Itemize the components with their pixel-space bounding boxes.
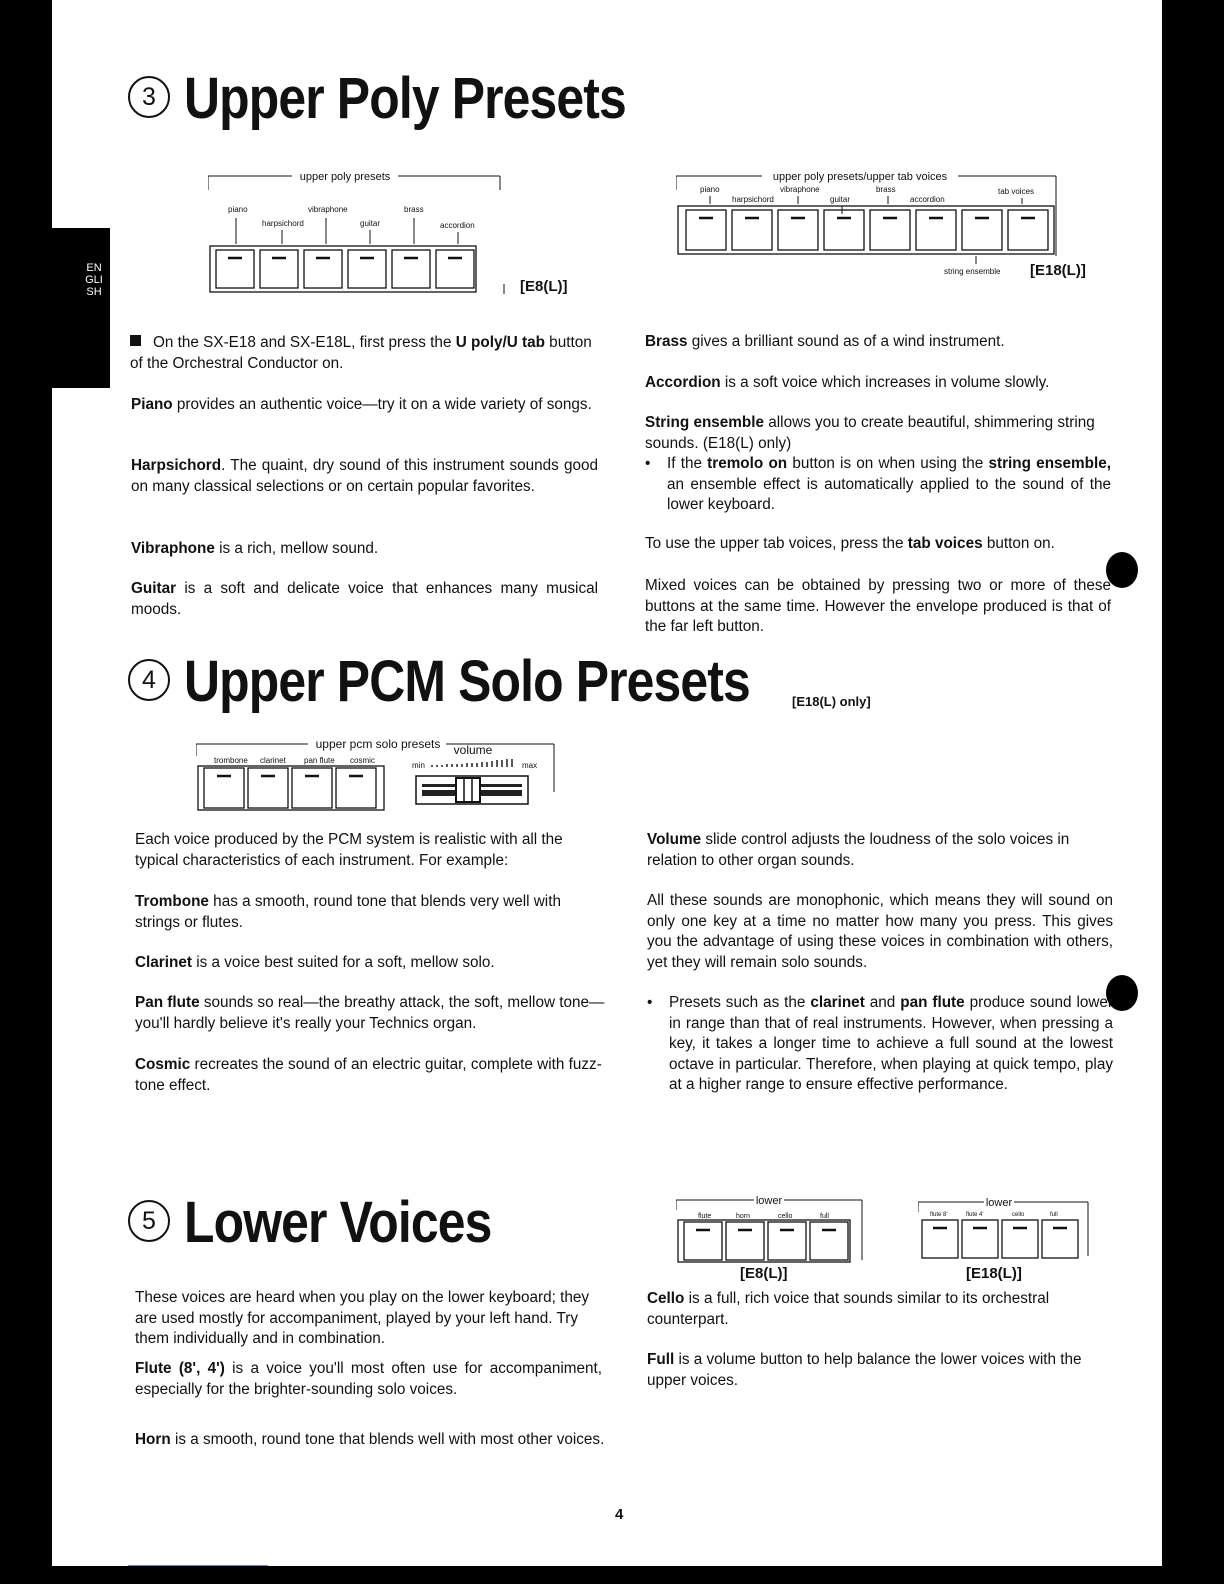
label-brass: brass xyxy=(404,205,424,214)
paragraph-lower-intro: These voices are heard when you play on the lower keyboard; they are used mostly for accompaniment, played by your left hand. Try them individually and in combination. xyxy=(135,1289,590,1348)
section-title-lower-voices xyxy=(128,1190,542,1255)
paragraph-clarinet: Clarinet is a voice best suited for a soft, mellow solo. xyxy=(135,954,495,971)
label-cello: cello xyxy=(778,1213,793,1220)
paragraph-monophonic: All these sounds are monophonic, which means they will sound on only one key at a time no matter how many you press. This gives you the advantage of using these voices in combination with others, yet they will remain solo sounds. xyxy=(647,892,1113,971)
label-piano: piano xyxy=(228,205,248,214)
label-accordion: accordion xyxy=(910,195,945,204)
label-full: full xyxy=(820,1213,829,1220)
label-tab-voices: tab voices xyxy=(998,187,1035,196)
paragraph-tremolo: • If the tremolo on button is on when using the string ensemble, an ensemble effect is automatically applied to the sound of the lower keyboard. xyxy=(645,455,1112,514)
label-accordion: accordion xyxy=(440,221,475,230)
diagram-heading: upper poly presets xyxy=(299,171,391,183)
lower-e18-diagram xyxy=(918,1190,1094,1266)
label-cosmic: cosmic xyxy=(350,756,375,765)
paragraph-sx-e18: On the SX-E18 and SX-E18L, first press the U poly/U tab button of the Orchestral Conductor on. xyxy=(130,334,592,372)
label-guitar: guitar xyxy=(360,219,381,228)
paragraph-horn: Horn is a smooth, round tone that blends well with most other voices. xyxy=(135,1431,605,1448)
e8-poly-diagram xyxy=(208,168,508,300)
model-tag-e18: [E18(L)] xyxy=(966,1265,1022,1282)
e18-poly-diagram xyxy=(676,166,1060,286)
paragraph-volume: Volume slide control adjusts the loudness of the solo voices in relation to other organ sounds. xyxy=(647,831,1070,869)
pcm-diagram xyxy=(196,732,560,816)
language-tab xyxy=(52,228,110,388)
page-number: 4 xyxy=(615,1506,624,1523)
paragraph-mixed-voices: Mixed voices can be obtained by pressing two or more of these buttons at the same time. However the envelope produced is that of the far left button. xyxy=(645,577,1111,636)
label-pan-flute: pan flute xyxy=(304,756,335,765)
label-flute-4: flute 4' xyxy=(966,1212,984,1218)
paragraph-pan-flute: Pan flute sounds so real—the breathy attack, the soft, mellow tone—you'll hardly believe it's really your Technics organ. xyxy=(135,994,605,1032)
language-tab-label: ENGLISH xyxy=(85,262,103,299)
paragraph-pcm-intro: Each voice produced by the PCM system is realistic with all the typical characteristics of each instrument. For example: xyxy=(135,831,563,869)
bullet-icon: • xyxy=(647,994,653,1011)
volume-label: volume xyxy=(453,743,493,757)
lower-e8-diagram xyxy=(676,1190,872,1266)
label-flute: flute xyxy=(698,1213,712,1220)
label-harpsichord: harpsichord xyxy=(262,219,304,228)
paragraph-vibraphone: Vibraphone is a rich, mellow sound. xyxy=(131,540,379,557)
label-string-ensemble: string ensemble xyxy=(944,267,1001,276)
section-title-upper-pcm xyxy=(128,649,842,714)
paragraph-tab-voices: To use the upper tab voices, press the tab voices button on. xyxy=(645,535,1055,552)
left-border xyxy=(0,0,52,1584)
section-number: 5 xyxy=(128,1200,170,1242)
section-note: [E18(L) only] xyxy=(792,694,871,709)
paragraph-trombone: Trombone has a smooth, round tone that blends very well with strings or flutes. xyxy=(135,893,561,931)
bottom-rule xyxy=(128,1565,268,1566)
diagram-heading: upper poly presets/upper tab voices xyxy=(772,171,948,183)
diagram-heading: lower xyxy=(985,1197,1013,1209)
section-heading: Upper PCM Solo Presets xyxy=(184,649,750,714)
volume-max-label: max xyxy=(522,761,538,770)
paragraph-cello: Cello is a full, rich voice that sounds similar to its orchestral counterpart. xyxy=(647,1290,1050,1328)
paragraph-brass: Brass gives a brilliant sound as of a wind instrument. xyxy=(645,333,1005,350)
paragraph-guitar: Guitar is a soft and delicate voice that enhances many musical moods. xyxy=(131,580,598,618)
section-heading: Lower Voices xyxy=(184,1190,492,1255)
bullet-icon: • xyxy=(645,455,651,472)
label-vibraphone: vibraphone xyxy=(308,205,348,214)
label-brass: brass xyxy=(876,185,896,194)
label-vibraphone: vibraphone xyxy=(780,185,820,194)
diagram-heading: upper pcm solo presets xyxy=(315,737,441,751)
model-tag-e8: [E8(L)] xyxy=(740,1265,788,1282)
section-number: 4 xyxy=(128,659,170,701)
label-cello: cello xyxy=(1012,1212,1025,1218)
bottom-border xyxy=(0,1566,1224,1584)
paragraph-accordion: Accordion is a soft voice which increases in volume slowly. xyxy=(645,374,1050,391)
label-piano: piano xyxy=(700,185,720,194)
label-full: full xyxy=(1050,1212,1058,1218)
label-flute-8: flute 8' xyxy=(930,1212,948,1218)
paragraph-piano: Piano provides an authentic voice—try it on a wide variety of songs. xyxy=(131,396,592,413)
label-guitar: guitar xyxy=(830,195,851,204)
square-bullet-icon xyxy=(130,335,141,346)
label-harpsichord: harpsichord xyxy=(732,195,774,204)
model-tag-e8: [E8(L)] xyxy=(520,278,568,295)
volume-min-label: min xyxy=(412,761,425,770)
paragraph-cosmic: Cosmic recreates the sound of an electric guitar, complete with fuzz-tone effect. xyxy=(135,1056,602,1094)
paragraph-harpsichord: Harpsichord. The quaint, dry sound of this instrument sounds good on many classical selections or on certain popular favorites. xyxy=(131,457,598,495)
label-clarinet: clarinet xyxy=(260,756,286,765)
section-number: 3 xyxy=(128,76,170,118)
section-title-upper-poly xyxy=(128,66,698,131)
section-heading: Upper Poly Presets xyxy=(184,66,626,131)
paragraph-flute: Flute (8', 4') is a voice you'll most often use for accompaniment, especially for the brighter-sounding solo voices. xyxy=(135,1360,602,1398)
diagram-heading: lower xyxy=(755,1195,783,1207)
model-tag-e18: [E18(L)] xyxy=(1030,262,1086,279)
paragraph-string-ensemble: String ensemble allows you to create beautiful, shimmering string sounds. (E18(L) only) xyxy=(645,414,1095,452)
right-border xyxy=(1162,0,1224,1584)
label-trombone: trombone xyxy=(214,756,248,765)
paragraph-full: Full is a volume button to help balance the lower voices with the upper voices. xyxy=(647,1351,1082,1389)
paragraph-presets: • Presets such as the clarinet and pan flute produce sound lower in range than that of real instruments. However, when pressing a key, it takes a longer time to achieve a full sound at the lowest octave in particular. Therefore, when playing at quick tempo, play at a higher range to ensure effective performance. xyxy=(647,994,1113,1094)
label-horn: horn xyxy=(736,1213,751,1220)
